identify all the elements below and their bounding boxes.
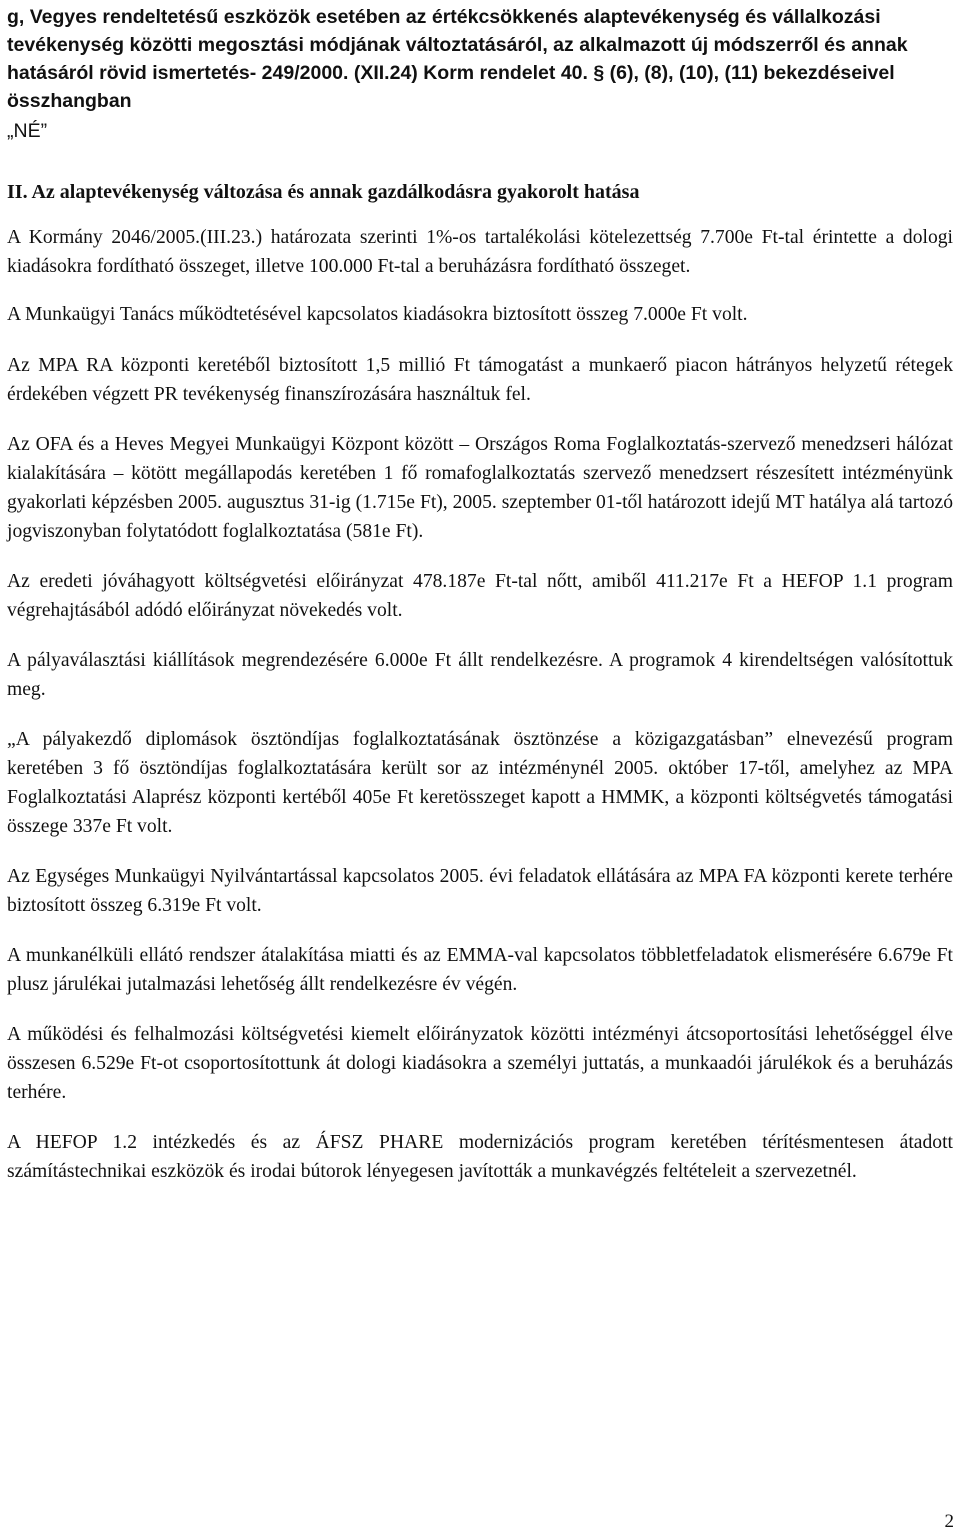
paragraph-mpa-ra: Az MPA RA központi keretéből biztosított 1,5 millió Ft támogatást a munkaerő piacon hátrányos helyzetű rétegek érdekében végzett PR tevékenység finanszírozására használtuk fel.	[7, 355, 953, 405]
paragraph-budget-increase: Az eredeti jóváhagyott költségvetési előirányzat 478.187e Ft-tal nőtt, amiből 411.217e Ft a HEFOP 1.1 program végrehajtásából adódó előirányzat növekedés volt.	[7, 571, 953, 621]
paragraph-hefop-phare: A HEFOP 1.2 intézkedés és az ÁFSZ PHARE modernizációs program keretében térítésmentesen átadott számítástechnikai eszközök és irodai bútorok lényegesen javították a munkavégzés feltételeit a szervezetnél.	[7, 1132, 953, 1182]
paragraph-labor-council: A Munkaügyi Tanács működtetésével kapcsolatos kiadásokra biztosított összeg 7.000e Ft volt.	[7, 304, 748, 325]
intro-label: g, Vegyes rendeltetésű eszközök esetében az értékcsökkenés alaptevékenység és vállalkozási tevékenység közötti megosztási módjának változtatásáról, az alkalmazott új módszerről és annak hatásáról rövid ismertetés- 249/2000. (XII.24) Korm rendelet 40. § (6), (8), (10), (11) bekezdéseivel összhangban	[7, 6, 908, 112]
paragraph-reallocation: A működési és felhalmozási költségvetési kiemelt előirányzatok közötti intézményi átcsoportosítási lehetőséggel élve összesen 6.529e Ft-ot csoportosítottunk át dologi kiadásokra a személyi juttatás, a munkaadói járulékok és a beruházás terhére.	[7, 1024, 953, 1103]
paragraph-reserve: A Kormány 2046/2005.(III.23.) határozata szerinti 1%-os tartalékolási kötelezettség 7.700e Ft-tal érintette a dologi kiadásokra fordítható összeget, illetve 100.000 Ft-tal a beruházásra fordítható összeget.	[7, 227, 953, 277]
paragraph-career-exhibitions: A pályaválasztási kiállítások megrendezésére 6.000e Ft állt rendelkezésre. A programok 4 kirendeltségen valósítottuk meg.	[7, 650, 953, 700]
paragraph-graduate-program: „A pályakezdő diplomások ösztöndíjas foglalkoztatásának ösztönzése a közigazgatásban” elnevezésű program keretében 3 fő ösztöndíjas foglalkoztatására került sor az intézménynél 2005. október 17-től, amelyhez az MPA Foglalkoztatási Alaprész központi kertéből 405e Ft keretösszeget kapott a HMMK, a központi költségvetés támogatási összege 337e Ft volt.	[7, 729, 953, 837]
document-page	[7, 0, 953, 1186]
paragraph-registry: Az Egységes Munkaügyi Nyilvántartással kapcsolatos 2005. évi feladatok ellátására az MPA FA központi kerete terhére biztosított összeg 6.319e Ft volt.	[7, 866, 953, 916]
intro-paragraph	[7, 0, 953, 115]
page-number: 2	[944, 1511, 954, 1532]
ne-label: „NÉ”	[7, 120, 48, 142]
paragraph-unemployment-system: A munkanélküli ellátó rendszer átalakítása miatti és az EMMA-val kapcsolatos többletfeladatok elismerésére 6.679e Ft plusz járulékai jutalmazási lehetőség állt rendelkezésre év végén.	[7, 945, 953, 995]
paragraph-ofa: Az OFA és a Heves Megyei Munkaügyi Központ között – Országos Roma Foglalkoztatás-szervező menedzseri hálózat kialakítására – kötött megállapodás keretében 1 fő romafoglalkoztatás szervező menedzsert részesített intézményünk gyakorlati képzésben 2005. augusztus 31-ig (1.715e Ft), 2005. szeptember 01-től határozott idejű MT hatálya alá tartozó jogviszonyban folytatódott foglalkoztatása (581e Ft).	[7, 434, 953, 542]
section-heading: II. Az alaptevékenység változása és annak gazdálkodásra gyakorolt hatása	[7, 181, 640, 203]
